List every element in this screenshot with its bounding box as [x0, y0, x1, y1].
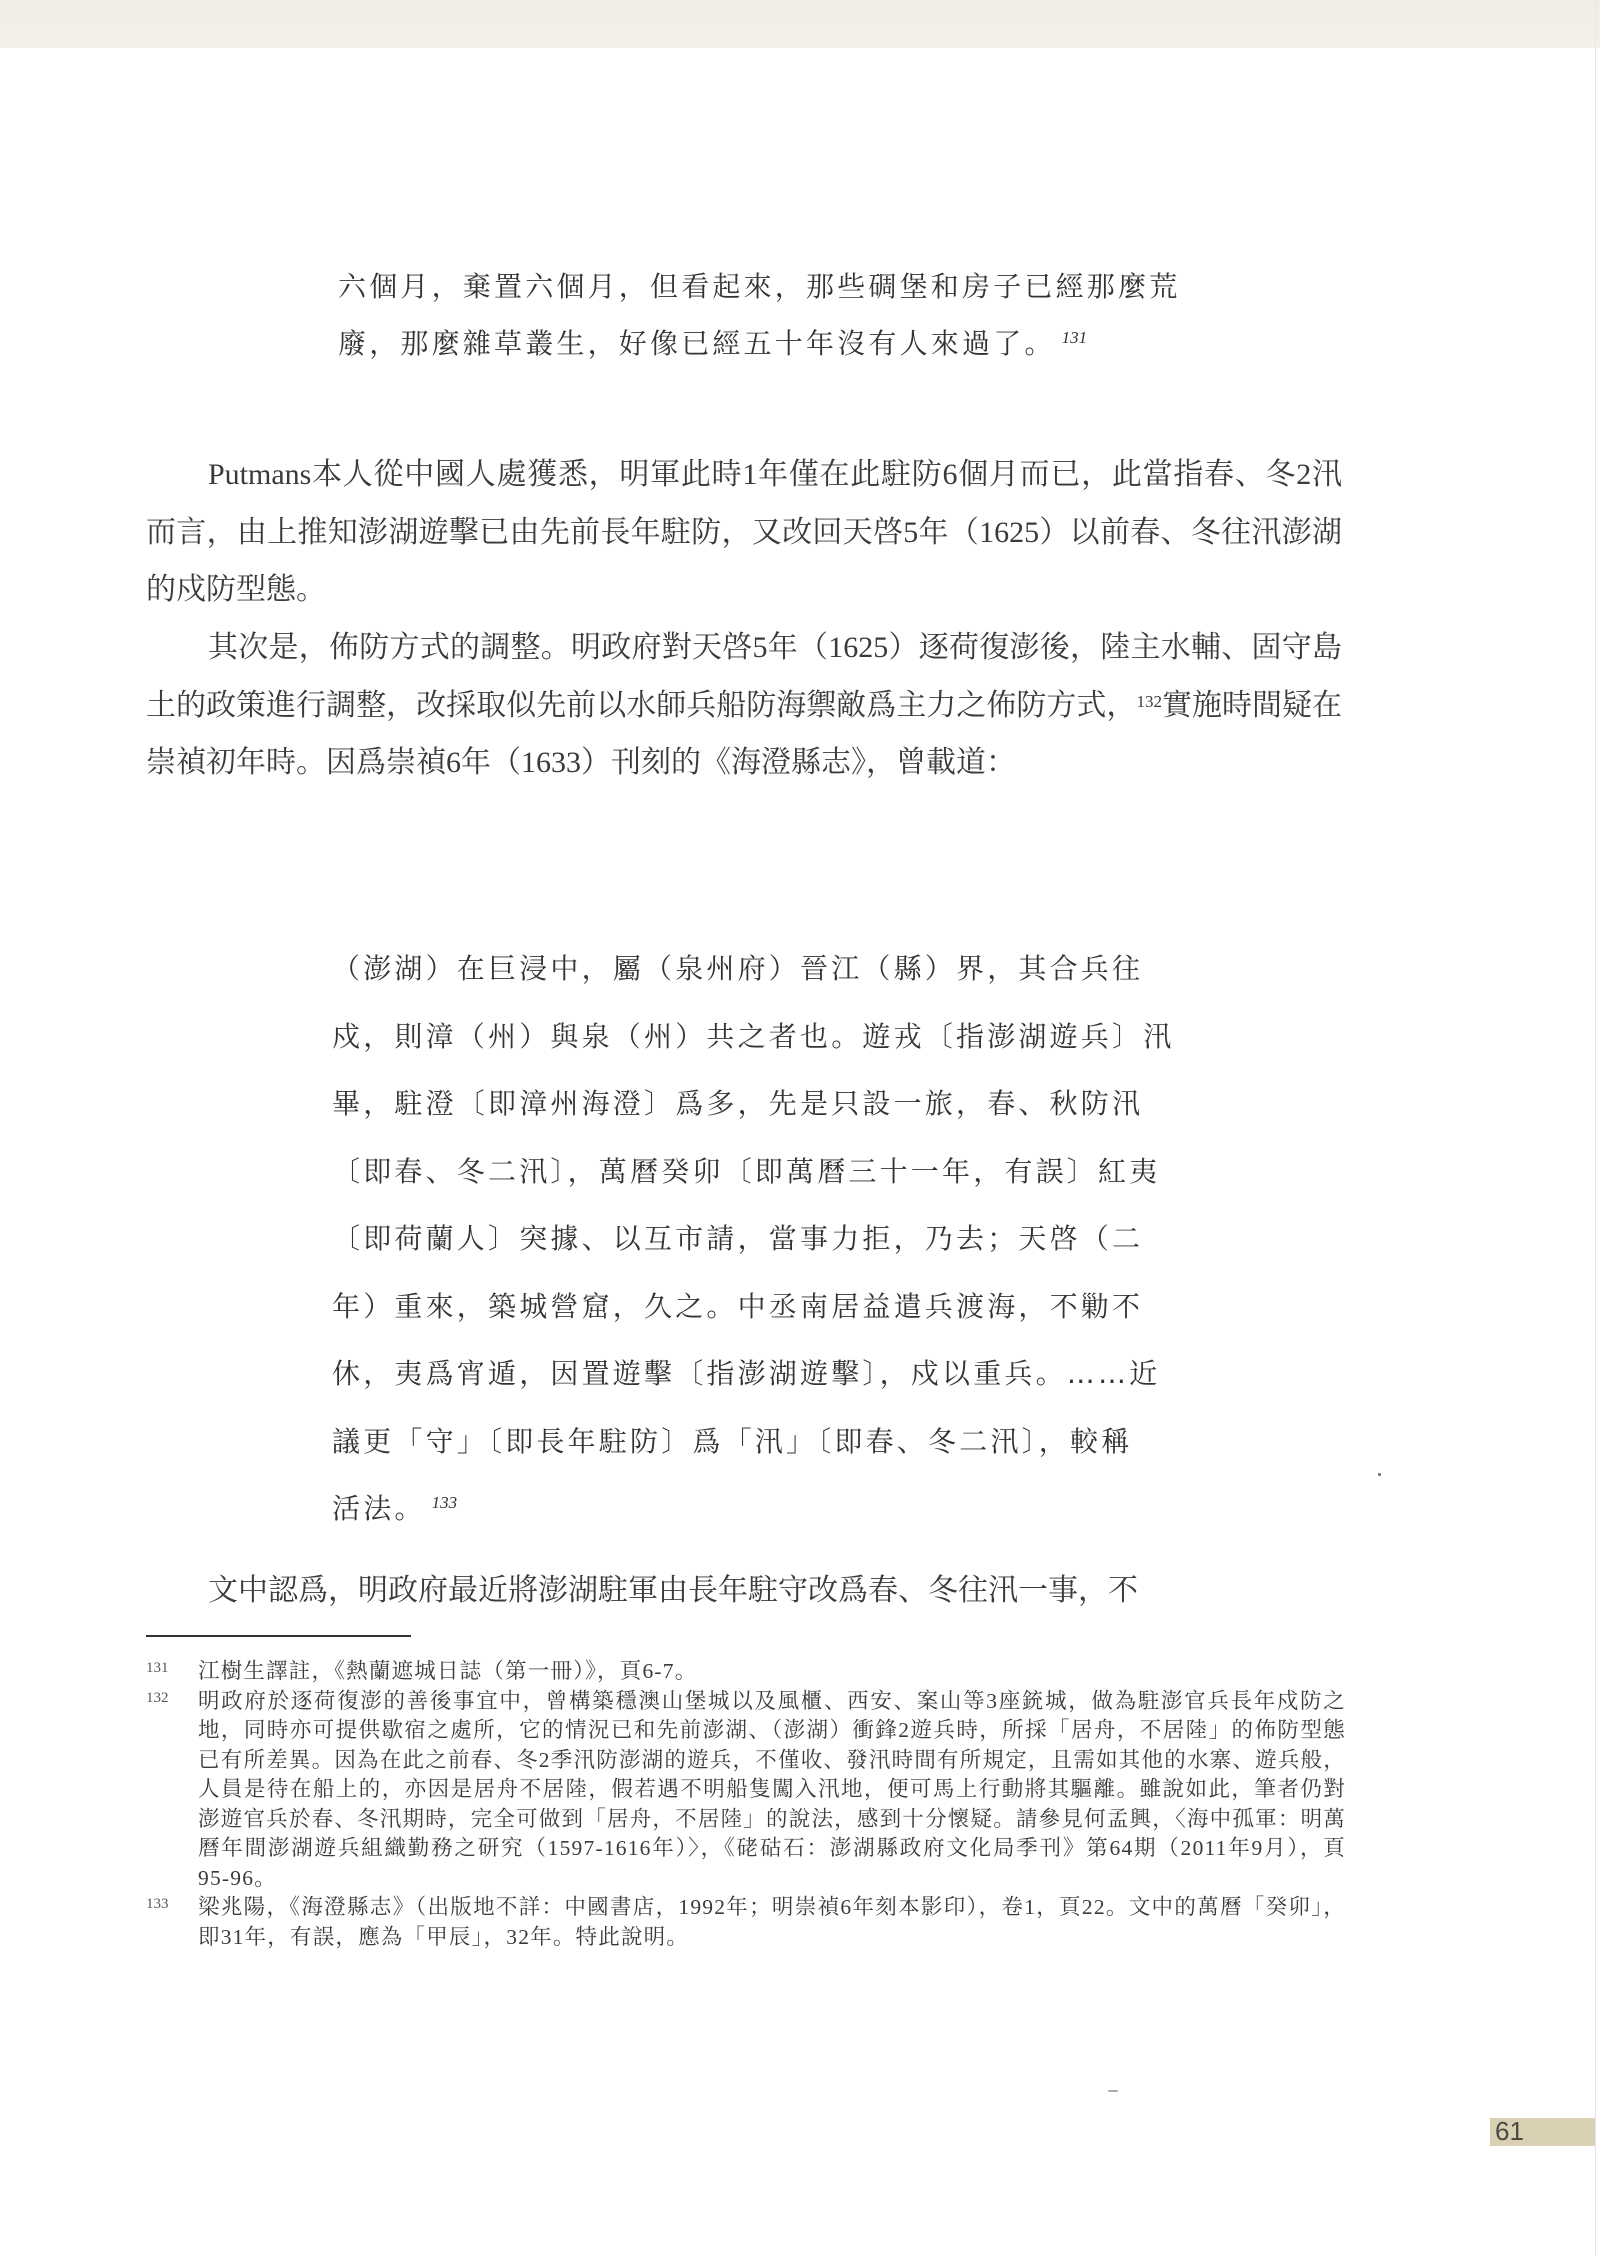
- quote-line: 〔即荷蘭人〕突據、以互市請，當事力拒，乃去；天啓（二: [332, 1222, 1144, 1255]
- footnote-132: [146, 1687, 1346, 1894]
- scan-top-band: [0, 0, 1600, 48]
- footnote-133: [146, 1893, 1346, 1952]
- quote-line-text: 活法。: [332, 1492, 426, 1525]
- footnote-text: 明政府於逐荷復澎的善後事宜中，曾構築穩澳山堡城以及風櫃、西安、案山等3座銃城，做為駐澎官兵長年戍防之地，同時亦可提供歇宿之處所，它的情況已和先前澎湖、（澎湖）衝鋒2遊兵時，所採「居舟，不居陸」的佈防型態已有所差異。因為在此之前春、冬2季汛防澎湖的遊兵，不僅收、發汛時間有所規定，且需如其他的水寨、遊兵般，人員是待在船上的，亦因是居舟不居陸，假若遇不明船隻闖入汛地，便可馬上行動將其驅離。雖說如此，筆者仍對澎遊官兵於春、冬汛期時，完全可做到「居舟，不居陸」的說法，感到十分懷疑。請參見何孟興，〈海中孤軍：明萬曆年間澎湖遊兵組織勤務之研究（1597-1616年）〉，《硓𥑮石：澎湖縣政府文化局季刊》第64期（2011年9月），頁95-96。: [198, 1688, 1346, 1890]
- footnotes: [146, 1657, 1346, 1952]
- scan-speck: [1378, 1473, 1381, 1476]
- page-number: 61: [1495, 2116, 1524, 2146]
- quote-line: 休，夷爲宵遁，因置遊擊〔指澎湖遊擊〕，戍以重兵。……近: [332, 1357, 1161, 1390]
- quote-line: 六個月，棄置六個月，但看起來，那些碉堡和房子已經那麼荒: [338, 270, 1181, 303]
- paragraph-text: [146, 619, 1342, 792]
- body-paragraph-1: [146, 446, 1342, 619]
- body-paragraph-3: [146, 1562, 1342, 1620]
- paragraph-text: 文中認爲，明政府最近將澎湖駐軍由長年駐守改爲春、冬往汛一事，不: [208, 1574, 1138, 1607]
- footnote-ref[interactable]: 131: [1061, 328, 1088, 347]
- paragraph-text-part: 其次是，佈防方式的調整。明政府對天啓5年（1625）逐荷復澎後，陸主水輔、固守島土的政策進行調整，改採取似先前以水師兵船防海禦敵爲主力之佈防方式，: [146, 631, 1342, 722]
- paragraph-text: Putmans本人從中國人處獲悉，明軍此時1年僅在此駐防6個月而已，此當指春、冬2汛而言，由上推知澎湖遊擊已由先前長年駐防，又改回天啓5年（1625）以前春、冬往汛澎湖的戍防型態。: [146, 458, 1342, 606]
- footnote-text: 梁兆陽，《海澄縣志》（出版地不詳：中國書店，1992年；明崇禎6年刻本影印），卷1，頁22。文中的萬曆「癸卯」，即31年，有誤，應為「甲辰」，32年。特此說明。: [198, 1895, 1346, 1949]
- page-edge: [1595, 0, 1596, 2256]
- block-quote-1: [338, 258, 1348, 372]
- scan-speck: [1108, 2090, 1118, 2092]
- footnote-text: 江樹生譯註，《熱蘭遮城日誌（第一冊）》，頁6-7。: [198, 1659, 698, 1683]
- footnote-ref[interactable]: 132: [1136, 691, 1162, 711]
- quote-line: （澎湖）在巨浸中，屬（泉州府）晉江（縣）界，其合兵往: [332, 952, 1144, 985]
- quote-line: [338, 315, 1348, 372]
- quote-line: 畢，駐澄〔即漳州海澄〕爲多，先是只設一旅，春、秋防汛: [332, 1087, 1144, 1120]
- footnote-131: [146, 1657, 1346, 1687]
- quote-line: [332, 1475, 1342, 1543]
- body-paragraph-2: [146, 619, 1342, 792]
- quote-line: 議更「守」〔即長年駐防〕爲「汛」〔即春、冬二汛〕，較稱: [332, 1424, 1133, 1458]
- footnote-number: 132: [146, 1689, 169, 1706]
- footnote-ref[interactable]: 133: [431, 1493, 458, 1512]
- quote-line: 〔即春、冬二汛〕，萬曆癸卯〔即萬曆三十一年，有誤〕紅夷: [332, 1154, 1161, 1188]
- quote-line-text: 廢，那麼雜草叢生，好像已經五十年沒有人來過了。: [338, 327, 1056, 360]
- footnote-divider: [146, 1635, 411, 1637]
- quote-line: 戍，則漳（州）與泉（州）共之者也。遊戎〔指澎湖遊兵〕汛: [332, 1019, 1175, 1053]
- quote-line: 年）重來，築城營窟，久之。中丞南居益遣兵渡海，不勦不: [332, 1289, 1144, 1323]
- footnote-number: 131: [146, 1660, 169, 1676]
- block-quote-2: [332, 935, 1342, 1543]
- footnote-number: 133: [146, 1896, 169, 1912]
- paragraph-text-part: 實施時間疑在崇禎初年時。因爲崇禎6年（1633）刊刻的《海澄縣志》，曾載道：: [146, 688, 1343, 779]
